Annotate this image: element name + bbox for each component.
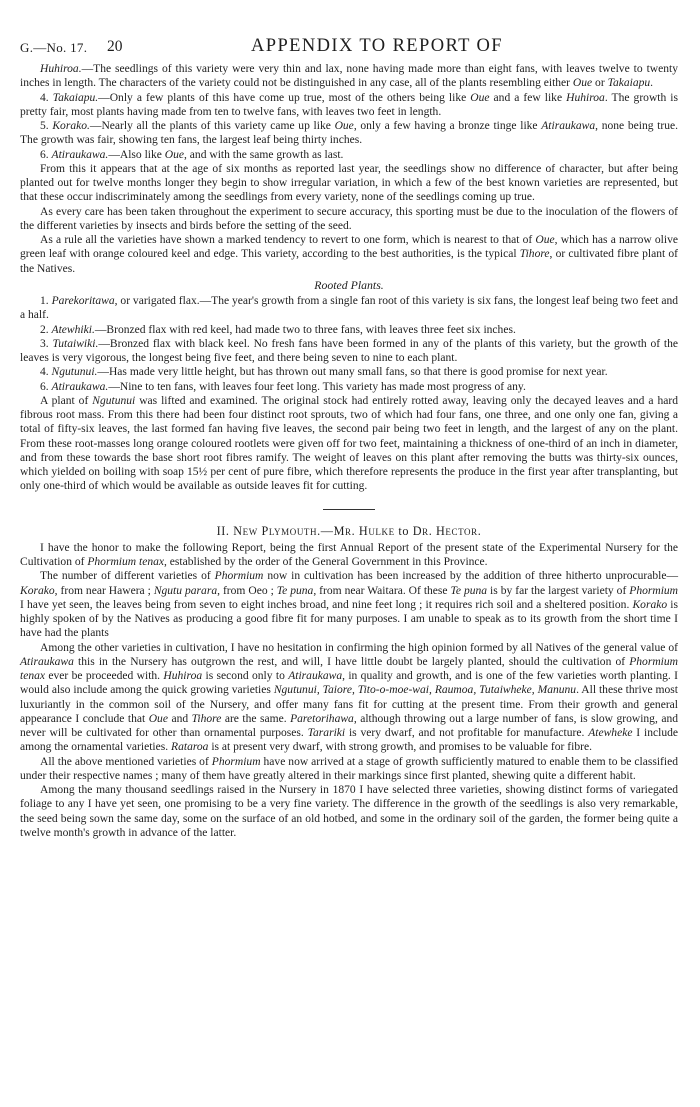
section-heading: II. New Plymouth.—Mr. Hulke to Dr. Hector. xyxy=(216,523,482,538)
variety-name: Huhiroa. xyxy=(40,63,82,75)
variety-name: Atiraukawa. xyxy=(51,148,109,161)
paragraph-ngutunui-examined: A plant of Ngutunui was lifted and examined. The original stock had entirely rotted away, leaving only the decayed leaves and a hard fibrous root mass. From this there had been four distinct root sprouts, two of which had four fans, one three, and one only one fan, giving a total of fifty-six leaves, the last formed fan having five leaves, the second pair being two feet in length, and the largest of any on the plant. From these root-masses long orange coloured rootlets were given off for two feet, maintaining a thickness of one-third of an inch in diameter, and from these towards the base short root fibres ramify. The weight of leaves on this plant after removing the butts was thirty-six ounces, which yielded on boiling with soap 15½ per cent of pure fibre, which therefore represents the produce in the first year after transplanting, but only one-third of which would be available as outside leaves fit for cutting. xyxy=(20,394,678,493)
variety-name: Takaiapu. xyxy=(52,91,99,104)
variety-name: Atiraukawa. xyxy=(51,380,109,393)
paragraph-parekoritawa: 1. Parekoritawa, or varigated flax.—The year's growth from a single fan root of this variety is six fans, the longest leaf being two feet and a half. xyxy=(20,295,678,322)
variety-name: Atewhiki. xyxy=(51,323,95,336)
paragraph-atewhiki: 2. Atewhiki.—Bronzed flax with red keel, had made two to three fans, with leaves three feet six inches. xyxy=(40,323,516,336)
paragraph-seedlings: Among the many thousand seedlings raised in the Nursery in 1870 I have selected three varieties, showing distinct forms of variegated foliage to any I have yet seen, one promising to be a very fine variety. The difference in the growth of the seedlings is also very remarkable, the seed being sown the same day, some on the surface of an old hotbed, and some in the ordinary soil of the garden, the former being quite a twelve month's growth in advance of the latter. xyxy=(20,784,678,839)
paragraph-ngutunui: 4. Ngutunui.—Has made very little height, but has thrown out many small fans, so that there is good promise for next year. xyxy=(40,366,608,379)
page-header xyxy=(20,26,678,62)
paragraph-atiraukawa-rooted: 6. Atiraukawa.—Nine to ten fans, with leaves four feet long. This variety has made most progress of any. xyxy=(40,380,526,393)
paragraph-korako: 5. Korako.—Nearly all the plants of this variety came up like Oue, only a few having a bronze tinge like Atiraukawa, none being true. The growth was fair, showing ten fans, the largest leaf being thirty inches. xyxy=(20,120,679,147)
variety-name: Ngutunui. xyxy=(51,366,98,379)
subheading-rooted-plants: Rooted Plants. xyxy=(314,277,384,292)
variety-name: Tutaiwiki. xyxy=(52,337,99,350)
running-title: APPENDIX TO REPORT OF xyxy=(251,36,503,56)
paragraph-takaiapu: 4. Takaiapu.—Only a few plants of this have come up true, most of the others being like Oue and a few like Huhiroa. The growth is pretty fair, most plants having made from ten to twelve fans, with leaves two feet in length. xyxy=(20,91,678,118)
paragraph-tutaiwiki: 3. Tutaiwiki.—Bronzed flax with black keel. No fresh fans have been formed in any of the plants of this variety, but the growth of the leaves is very vigorous, the longest being five feet, and there being seven to nine to each plant. xyxy=(20,337,679,364)
paragraph-other-varieties: Among the other varieties in cultivation, I have no hesitation in confirming the high opinion formed by all Natives of the general value of Atiraukawa this in the Nursery has outgrown the rest, and will, I have little doubt be largely planted, should the cultivation of Phormium tenax ever be proceeded with. Huhiroa is second only to Atiraukawa, in quality and growth, and is one of the few varieties worth planting. I would also include among the quick growing varieties Ngutunui, Taiore, Tito-o-moe-wai, Raumoa, Tutaiwheke, Manunu. All these thrive most luxuriantly in the common soil of the Nursery, and offer many fans fit for cutting at the present time. From their growth and general appearance I conclude that Oue and Tihore are the same. Paretorihawa, although throwing out a large number of fans, is slow growing, and never will be cultivated for other than ornamental purposes. Tarariki is very dwarf, and not profitable for manufacture. Atewheke I include among the ornamental varieties. Rataroa is at present very dwarf, with strong growth, and promises to be valuable for fibre. xyxy=(20,641,678,754)
paragraph-report-intro: I have the honor to make the following Report, being the first Annual Report of the present state of the Experimental Nursery for the Cultivation of Phormium tenax, established by the order of the General Government in this Province. xyxy=(20,541,678,568)
section-divider xyxy=(323,509,375,510)
page-number: 20 xyxy=(107,38,123,55)
paragraph-varieties-added: The number of different varieties of Phormium now in cultivation has been increased by the addition of three hitherto unprocurable—Korako, from near Hawera ; Ngutu parara, from Oeo ; Te puna, from near Waitara. Of these Te puna is by far the largest variety of Phormium I have yet seen, the leaves being from seven to eight inches broad, and nine feet long ; it requires rich soil and a sheltered position. Korako is highly spoken of by the Natives as producing a good fibre fit for many purposes. I am unable to speak as to its growth from the short time I have had the plants xyxy=(20,570,679,640)
paragraph-revert: As a rule all the varieties have shown a marked tendency to revert to one form, which is nearest to that of Oue, which has a narrow olive green leaf with orange coloured keel and edge. This variety, according to the best authorities, is the typical Tihore, or cultivated fibre plant of the Natives. xyxy=(20,234,678,275)
variety-name: Korako. xyxy=(52,120,90,132)
paragraph-variation: From this it appears that at the age of six months as reported last year, the seedlings show no difference of character, but after being planted out for twelve months longer they begin to show irregular variation, in which a few of the best known varieties are represented, but that these occur indiscriminately among the seedlings from every variety, none of the seedlings coming up true. xyxy=(20,162,678,204)
paragraph-huhiroa: Huhiroa.—The seedlings of this variety were very thin and lax, none having made more than eight fans, with leaves twelve to twenty inches in length. The characters of the variety could not be distinguished in any case, all of the plants resembling either Oue or Takaiapu. xyxy=(20,63,678,90)
variety-name: Parekoritawa xyxy=(51,295,115,307)
paragraph-sporting: As every care has been taken throughout the experiment to secure accuracy, this sporting must be due to the inoculation of the flowers of the different varieties by insects and birds before the setting of the seed. xyxy=(20,205,678,232)
document-reference: G.—No. 17. xyxy=(20,40,88,55)
paragraph-classified: All the above mentioned varieties of Phormium have now arrived at a stage of growth sufficiently matured to enable them to be classified under their respective names ; many of them have greatly altered in their markings since first planted, shewing quite a different habit. xyxy=(20,755,678,782)
body-text xyxy=(20,62,678,840)
paragraph-atiraukawa: 6. Atiraukawa.—Also like Oue, and with the same growth as last. xyxy=(40,148,344,161)
